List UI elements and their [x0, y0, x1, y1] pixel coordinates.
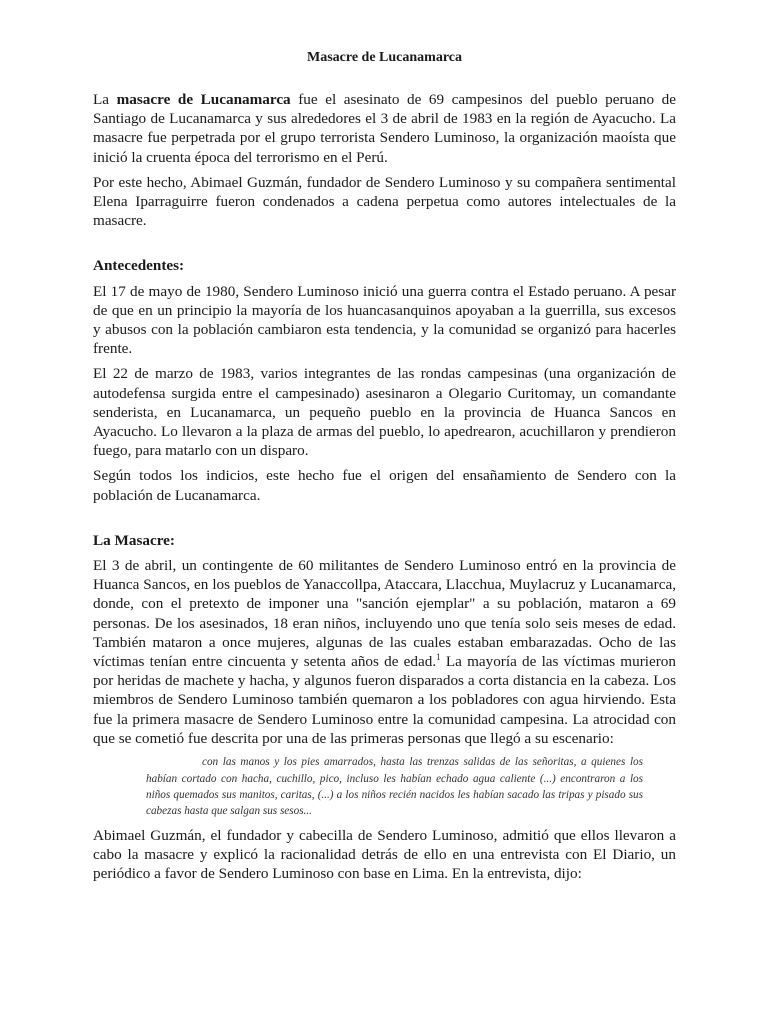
document-title: Masacre de Lucanamarca: [306, 50, 462, 65]
intro-paragraph-1: [93, 90, 676, 167]
antecedentes-paragraph-2: El 22 de marzo de 1983, varios integrantes de las rondas campesinas (una organización de autodefensa surgida entre el campesinado) asesinaron a Olegario Curitomay, un comandante senderista, en Lucanamarca, un pequeño pueblo en la provincia de Huanca Sancos en Ayacucho. Lo llevaron a la plaza de armas del pueblo, lo apedrearon, acuchillaron y prendieron fuego, para matarlo con un disparo.: [93, 365, 676, 460]
antecedentes-paragraph-1: El 17 de mayo de 1980, Sendero Luminoso inició una guerra contra el Estado peruano. A pesar de que en un principio la mayoría de los huancasanquinos apoyaban a la guerrilla, sus excesos y abusos con la población cambiaron esta tendencia, y la comunidad se organizó para hacerles frente.: [93, 282, 676, 358]
intro-p1-bold-term: masacre de Lucanamarca: [116, 91, 291, 108]
masacre-p1-part1: El 3 de abril, un contingente de 60 militantes de Sendero Luminoso entró en la provincia de Huanca Sancos, en los pueblos de Yanaccollpa, Ataccara, Llacchua, Muylacruz y Lucanamarca, donde, con el pretexto de imponer una "sanción ejemplar" a su población, mataron a 69 personas. De los asesinados, 18 eran niños, incluyendo uno que tenía solo seis meses de edad. También mataron a once mujeres, algunas de las cuales estaban embarazadas. Ocho de las víctimas tenían entre cincuenta y setenta años de edad.: [93, 557, 676, 671]
intro-p1-rest: fue el asesinato de 69 campesinos del pueblo peruano de Santiago de Lucanamarca y sus alrededores el 3 de abril de 1983 en la región de Ayacucho. La masacre fue perpetrada por el grupo terrorista Sendero Luminoso, la organización maoísta que inició la cruenta época del terrorismo en el Perú.: [93, 91, 676, 166]
masacre-paragraph-2: Abimael Guzmán, el fundador y cabecilla de Sendero Luminoso, admitió que ellos llevaron a cabo la masacre y explicó la racionalidad detrás de ello en una entrevista con El Diario, un periódico a favor de Sendero Luminoso con base en Lima. En la entrevista, dijo:: [93, 826, 676, 883]
block-quote: con las manos y los pies amarrados, hasta las trenzas salidas de las señoritas, a quienes los habían cortado con hacha, cuchillo, pico, incluso les habían echado agua caliente (...) encontraron a los niños quemados sus manitos, caritas, (...) a los niños recién nacidos les habían sacado las tripas y pisado sus cabezas hasta que salgan sus sesos...: [146, 756, 643, 818]
footnote-marker[interactable]: 1: [436, 652, 441, 663]
antecedentes-paragraph-3: Según todos los indicios, este hecho fue el origen del ensañamiento de Sendero con la población de Lucanamarca.: [93, 467, 676, 504]
section-heading-antecedentes: Antecedentes:: [93, 257, 185, 275]
masacre-p1-part2: La mayoría de las víctimas murieron por heridas de machete y hacha, y algunos fueron disparados a corta distancia en la cabeza. Los miembros de Sendero Luminoso también quemaron a los pobladores con agua hirviendo. Esta fue la primera masacre de Sendero Luminoso entre la comunidad campesina. La atrocidad con que se cometió fue descrita por una de las primeras personas que llegó a su escenario:: [93, 653, 676, 747]
intro-paragraph-2: Por este hecho, Abimael Guzmán, fundador de Sendero Luminoso y su compañera sentimental Elena Iparraguirre fueron condenados a cadena perpetua como autores intelectuales de la masacre.: [93, 173, 676, 230]
masacre-paragraph-1: [93, 556, 676, 748]
section-heading-masacre: La Masacre:: [93, 531, 175, 549]
intro-p1-lead: La: [93, 91, 117, 108]
